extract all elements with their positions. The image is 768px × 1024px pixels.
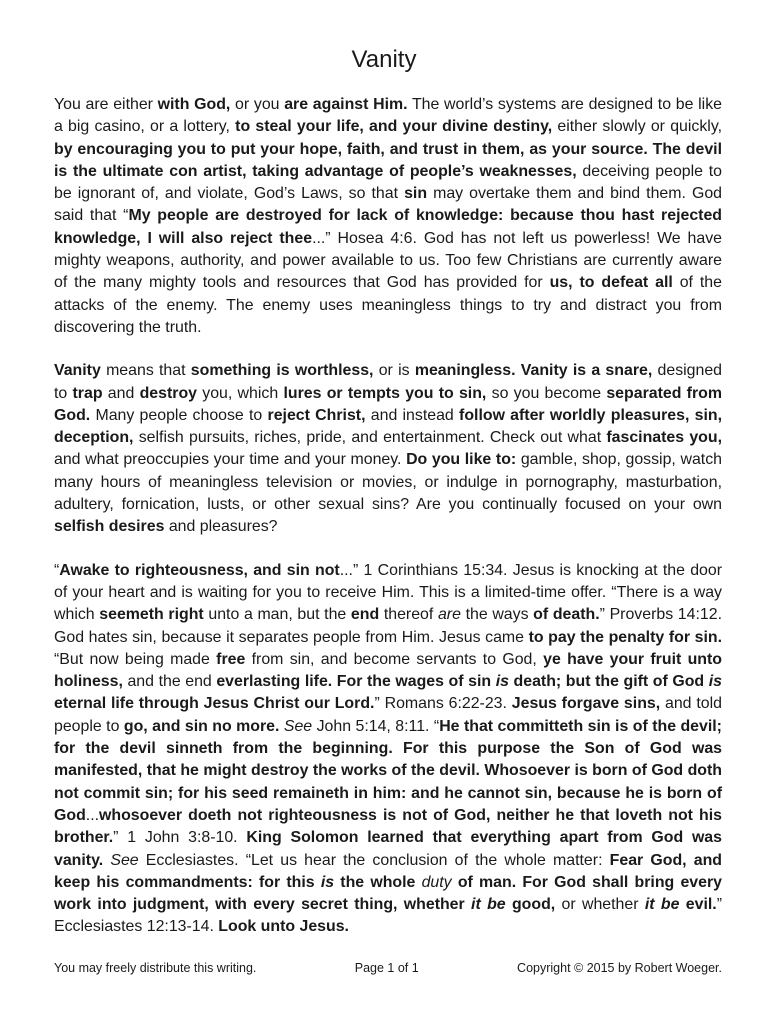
text-run: ...” 1 Corinthians 15:34. Jesus is knocking at the door of your heart and is waiting for you to receive Him. This is a limited-time offer. “There is a way which (54, 561, 722, 624)
paragraph-1 (54, 94, 722, 339)
text-run: may overtake them and bind them. God said that “ (54, 185, 722, 225)
text-run: ” Romans 6:22-23. (374, 695, 512, 713)
text-run: “ (54, 561, 60, 579)
text-run: John 5:14, 8:11. “ (312, 717, 440, 735)
footer-page-number: Page 1 of 1 (354, 961, 419, 975)
text-run: so you become (486, 384, 607, 402)
text-run: death; but the gift of God (508, 673, 709, 691)
text-run: to pay the penalty for sin. (528, 628, 722, 646)
text-run: is (320, 873, 335, 891)
text-run: to steal your life, and your divine destiny, (235, 118, 553, 136)
text-run: ye have your fruit unto holiness, (54, 650, 722, 691)
text-run: ...” Hosea 4:6. God has not left us powerless! We have mighty weapons, authority, and power available to us. Too few Christians are currently aware of the many mighty tools and resources that God has provided for (54, 229, 722, 292)
text-run: ” Proverbs 14:12. God hates sin, because it separates people from Him. Jesus came (54, 606, 722, 646)
text-run: everlasting life. For the wages of sin (216, 673, 496, 691)
text-run: something is worthless, (190, 362, 374, 380)
text-run: and (102, 384, 140, 402)
text-run: gamble, shop, gossip, watch many hours of meaningless television or movies, or indulge in pornography, masturbation, adultery, fornication, lusts, or other sexual sins? Are you continually focused on your own (54, 451, 722, 514)
text-run: selfish pursuits, riches, pride, and entertainment. Check out what (133, 429, 607, 447)
text-run: Many people choose to (90, 406, 268, 424)
text-run: Ecclesiastes. “Let us hear the conclusion of the whole matter: (138, 851, 610, 869)
text-run: evil. (679, 896, 717, 914)
text-run: the whole (334, 873, 422, 891)
text-run: seemeth right (99, 606, 204, 624)
text-run: it be (471, 896, 506, 914)
text-run: is (708, 673, 722, 691)
text-run: reject Christ, (267, 406, 366, 424)
text-run: meaningless. Vanity is a snare, (414, 362, 653, 380)
text-run: Awake to righteousness, and sin not (59, 561, 340, 579)
text-run: is (495, 673, 509, 691)
text-run: “But now being made (54, 650, 217, 668)
text-run: duty (421, 873, 452, 891)
text-run: of man. For God shall bring every work into judgment, with every secret thing, whether (54, 873, 723, 914)
text-run: from sin, and become servants to God, (245, 650, 544, 668)
text-run: lures or tempts you to sin, (283, 384, 487, 402)
text-run: you, which (197, 384, 284, 402)
document-body (54, 94, 722, 960)
text-run: go, and sin no more. (123, 717, 280, 735)
footer-copyright: Copyright © 2015 by Robert Woeger. (517, 961, 722, 975)
text-run: by encouraging you to put your hope, faith, and trust in them, as your source. The devil is the ultimate con artist, taking advantage of people’s weaknesses, (54, 140, 722, 180)
text-run: See (110, 851, 139, 869)
text-run: designed to (54, 362, 723, 402)
text-run: and what preoccupies your time and your money. (54, 451, 407, 469)
text-run: My people are destroyed for lack of knowledge: because thou hast rejected knowledge, I will also reject thee (54, 207, 723, 247)
text-run: follow after worldly pleasures, sin, deception, (54, 406, 722, 447)
text-run: are against Him. (284, 96, 408, 113)
text-run: either slowly or quickly, (552, 118, 723, 136)
text-run: and instead (365, 406, 460, 424)
text-run: of the attacks of the enemy. The enemy uses meaningless things to try and distract you from discovering the truth. (54, 274, 722, 336)
text-run: and pleasures? (164, 518, 278, 536)
text-run: of death. (533, 606, 600, 624)
text-run: and the end (122, 673, 217, 691)
text-run: separated from God. (54, 384, 722, 424)
text-run: ” 1 John 3:8-10. (113, 829, 247, 847)
text-run: trap (72, 384, 103, 402)
text-run: whosoever doeth not righteousness is not of God, neither he that loveth not his brother. (54, 806, 722, 847)
paragraph-2 (54, 360, 722, 538)
paragraph-3 (54, 560, 722, 939)
text-run: He that committeth sin is of the devil; for the devil sinneth from the beginning. For this purpose the Son of God was manifested, that he might destroy the works of the devil. Whosoever is born of God doth not commit sin; for his seed remaineth in him: and he cannot sin, because he is born of God (54, 717, 722, 824)
text-run: end (350, 606, 380, 624)
text-run: or is (373, 362, 415, 380)
text-run: deceiving people to be ignorant of, and violate, God’s Laws, so that (54, 162, 722, 203)
text-run: ” Ecclesiastes 12:13-14. (54, 896, 722, 936)
text-run: thereof (379, 606, 438, 624)
text-run: You are either (54, 96, 158, 113)
text-run: means that (100, 362, 191, 380)
text-run: and told people to (54, 695, 722, 735)
text-run: ... (85, 806, 100, 824)
text-run: See (283, 717, 313, 735)
text-run: us, to defeat all (549, 274, 673, 292)
text-run: Fear God, and keep his commandments: for this (54, 851, 722, 891)
page-title: Vanity (351, 46, 417, 73)
text-run: The world’s systems are designed to be like a big casino, or a lottery, (54, 96, 722, 136)
text-run: fascinates you, (606, 429, 723, 447)
text-run: unto a man, but the (203, 606, 351, 624)
text-run: are (437, 606, 461, 624)
text-run: Do you like to: (406, 451, 517, 469)
text-run: Look unto Jesus. (218, 918, 349, 936)
text-run: Jesus forgave sins, (511, 695, 661, 713)
text-run: with God, (157, 96, 231, 113)
text-run: free (216, 650, 246, 668)
text-run: Vanity (54, 362, 101, 380)
text-run: King Solomon learned that everything apart from God was vanity. (54, 829, 722, 869)
text-run: or whether (555, 896, 645, 914)
text-run: destroy (139, 384, 197, 402)
page-footer (54, 961, 722, 975)
text-run: good, (505, 896, 556, 914)
text-run: eternal life through Jesus Christ our Lord. (54, 695, 375, 713)
text-run: it be (644, 896, 680, 914)
text-run: the ways (460, 606, 534, 624)
footer-distribution-note: You may freely distribute this writing. (54, 961, 257, 975)
text-run: selfish desires (54, 518, 165, 536)
text-run: or you (230, 96, 285, 113)
text-run: sin (404, 185, 428, 203)
